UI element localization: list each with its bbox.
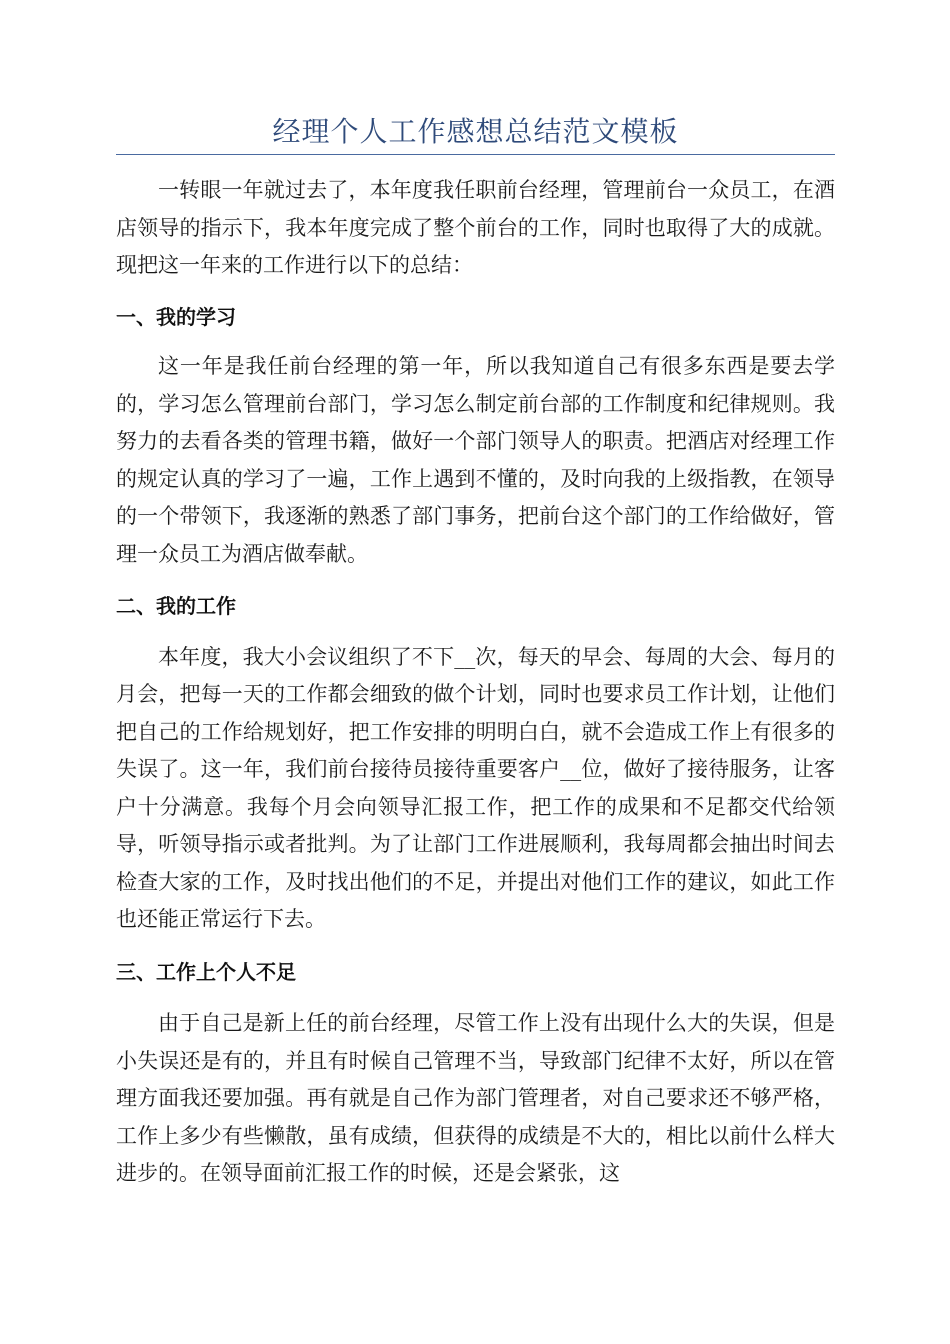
title-underline <box>116 154 835 155</box>
section-paragraph-study: 这一年是我任前台经理的第一年，所以我知道自己有很多东西是要去学的，学习怎么管理前台部门，学习怎么制定前台部的工作制度和纪律规则。我努力的去看各类的管理书籍，做好一个部门领导人的职责。把酒店对经理工作的规定认真的学习了一遍，工作上遇到不懂的，及时向我的上级指教，在领导的一个带领下，我逐渐的熟悉了部门事务，把前台这个部门的工作给做好，管理一众员工为酒店做奉献。 <box>116 354 835 566</box>
section-paragraph-shortcomings: 由于自己是新上任的前台经理，尽管工作上没有出现什么大的失误，但是小失误还是有的，并且有时候自己管理不当，导致部门纪律不太好，所以在管理方面我还要加强。再有就是自己作为部门管理者，对自己要求还不够严格，工作上多少有些懒散，虽有成绩，但获得的成绩是不大的，相比以前什么样大进步的。在领导面前汇报工作的时候，还是会紧张，这 <box>116 1011 835 1185</box>
section-heading-shortcomings: 三、工作上个人不足 <box>116 959 296 984</box>
document-title: 经理个人工作感想总结范文模板 <box>272 115 679 148</box>
intro-paragraph: 一转眼一年就过去了，本年度我任职前台经理，管理前台一众员工，在酒店领导的指示下，我本年度完成了整个前台的工作，同时也取得了大的成就。现把这一年来的工作进行以下的总结： <box>116 178 835 277</box>
document-body <box>116 172 835 1193</box>
section-heading-work: 二、我的工作 <box>116 594 236 618</box>
section-paragraph-work: 本年度，我大小会议组织了不下__次，每天的早会、每周的大会、每月的月会，把每一天的工作都会细致的做个计划，同时也要求员工作计划，让他们把自己的工作给规划好，把工作安排的明明白白，就不会造成工作上有很多的失误了。这一年，我们前台接待员接待重要客户__位，做好了接待服务，让客户十分满意。我每个月会向领导汇报工作，把工作的成果和不足都交代给领导，听领导指示或者批判。为了让部门工作进展顺利，我每周都会抽出时间去检查大家的工作，及时找出他们的不足，并提出对他们工作的建议，如此工作也还能正常运行下去。 <box>116 644 835 931</box>
section-heading-study: 一、我的学习 <box>116 304 236 329</box>
